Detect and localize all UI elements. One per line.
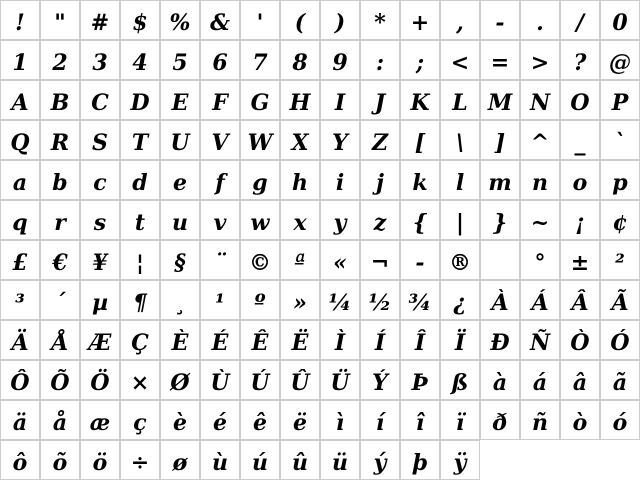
glyph-cell[interactable]: e (160, 160, 200, 200)
glyph-cell[interactable]: | (440, 200, 480, 240)
glyph-cell[interactable]: R (40, 120, 80, 160)
glyph-cell[interactable]: " (40, 0, 80, 40)
glyph-cell[interactable]: { (400, 200, 440, 240)
glyph-cell[interactable]: ß (440, 360, 480, 400)
glyph-cell[interactable]: G (240, 80, 280, 120)
glyph-cell[interactable]: ë (280, 400, 320, 440)
glyph-cell[interactable]: £ (0, 240, 40, 280)
glyph-cell[interactable]: 2 (40, 40, 80, 80)
glyph-cell[interactable]: Ø (160, 360, 200, 400)
glyph-cell[interactable]: k (400, 160, 440, 200)
glyph-cell[interactable]: o (560, 160, 600, 200)
glyph-cell[interactable]: þ (400, 440, 440, 480)
glyph-cell[interactable]: h (280, 160, 320, 200)
glyph-cell[interactable]: : (360, 40, 400, 80)
glyph-cell[interactable]: 9 (320, 40, 360, 80)
glyph-cell[interactable]: ¡ (560, 200, 600, 240)
glyph-cell[interactable]: 0 (600, 0, 640, 40)
glyph-cell[interactable]: ÷ (120, 440, 160, 480)
glyph-cell[interactable]: O (560, 80, 600, 120)
glyph-cell[interactable]: º (240, 280, 280, 320)
glyph-cell[interactable]: ç (120, 400, 160, 440)
glyph-cell[interactable]: V (200, 120, 240, 160)
glyph-cell[interactable]: ¨ (200, 240, 240, 280)
glyph-cell[interactable]: % (160, 0, 200, 40)
glyph-cell[interactable]: [ (400, 120, 440, 160)
glyph-cell[interactable]: M (480, 80, 520, 120)
glyph-cell[interactable]: ¶ (120, 280, 160, 320)
glyph-cell[interactable]: æ (80, 400, 120, 440)
glyph-cell[interactable]: Ç (120, 320, 160, 360)
glyph-cell[interactable]: < (440, 40, 480, 80)
glyph-cell[interactable]: » (280, 280, 320, 320)
glyph-cell[interactable]: Ì (320, 320, 360, 360)
glyph-cell[interactable]: 3 (80, 40, 120, 80)
glyph-cell[interactable]: Ê (240, 320, 280, 360)
glyph-cell[interactable]: Â (560, 280, 600, 320)
glyph-cell[interactable]: ù (200, 440, 240, 480)
glyph-cell[interactable]: Ë (280, 320, 320, 360)
glyph-cell[interactable]: ª (280, 240, 320, 280)
glyph-cell[interactable]: ÿ (440, 440, 480, 480)
glyph-cell[interactable]: ¿ (440, 280, 480, 320)
glyph-cell[interactable]: ] (480, 120, 520, 160)
glyph-cell[interactable]: ð (480, 400, 520, 440)
glyph-cell[interactable]: ! (0, 0, 40, 40)
glyph-cell[interactable]: Î (400, 320, 440, 360)
glyph-cell[interactable]: Y (320, 120, 360, 160)
glyph-cell[interactable]: É (200, 320, 240, 360)
glyph-cell[interactable]: p (600, 160, 640, 200)
glyph-cell[interactable]: . (520, 0, 560, 40)
glyph-cell[interactable]: õ (40, 440, 80, 480)
glyph-cell[interactable]: Ö (80, 360, 120, 400)
glyph-cell[interactable]: Þ (400, 360, 440, 400)
glyph-cell[interactable]: ò (560, 400, 600, 440)
glyph-cell[interactable]: J (360, 80, 400, 120)
glyph-cell[interactable]: Ñ (520, 320, 560, 360)
glyph-cell[interactable]: × (120, 360, 160, 400)
empty-slot (480, 440, 520, 480)
glyph-cell[interactable]: H (280, 80, 320, 120)
glyph-cell[interactable]: w (240, 200, 280, 240)
glyph-cell[interactable]: © (240, 240, 280, 280)
glyph-cell[interactable]: È (160, 320, 200, 360)
glyph-cell[interactable]: * (360, 0, 400, 40)
glyph-cell[interactable]: # (80, 0, 120, 40)
glyph-cell[interactable]: ü (320, 440, 360, 480)
glyph-cell[interactable]: l (440, 160, 480, 200)
glyph-cell[interactable]: á (520, 360, 560, 400)
glyph-cell[interactable]: Ú (240, 360, 280, 400)
glyph-cell[interactable]: i (320, 160, 360, 200)
glyph-cell[interactable]: = (480, 40, 520, 80)
glyph-cell[interactable]: ¬ (360, 240, 400, 280)
glyph-cell[interactable]: Æ (80, 320, 120, 360)
glyph-cell[interactable]: µ (80, 280, 120, 320)
glyph-cell[interactable]: s (80, 200, 120, 240)
glyph-cell[interactable]: Ù (200, 360, 240, 400)
glyph-cell[interactable]: ) (320, 0, 360, 40)
glyph-cell[interactable]: S (80, 120, 120, 160)
glyph-cell[interactable]: Ï (440, 320, 480, 360)
glyph-cell[interactable]: € (40, 240, 80, 280)
glyph-cell[interactable]: ^ (520, 120, 560, 160)
glyph-cell[interactable]: t (120, 200, 160, 240)
glyph-cell[interactable]: + (400, 0, 440, 40)
glyph-cell[interactable]: K (400, 80, 440, 120)
glyph-cell[interactable]: ® (440, 240, 480, 280)
glyph-cell[interactable]: } (480, 200, 520, 240)
glyph-cell[interactable]: T (120, 120, 160, 160)
glyph-cell[interactable]: ½ (360, 280, 400, 320)
glyph-cell[interactable]: W (240, 120, 280, 160)
glyph-cell[interactable]: d (120, 160, 160, 200)
glyph-cell[interactable]: 4 (120, 40, 160, 80)
empty-slot (600, 440, 640, 480)
glyph-cell[interactable]: À (480, 280, 520, 320)
glyph-cell[interactable]: í (360, 400, 400, 440)
glyph-cell[interactable]: å (40, 400, 80, 440)
glyph-cell[interactable]: é (200, 400, 240, 440)
glyph-cell[interactable]: Ò (560, 320, 600, 360)
glyph-cell[interactable]: ( (280, 0, 320, 40)
glyph-cell[interactable]: Ã (600, 280, 640, 320)
glyph-cell[interactable]: Å (40, 320, 80, 360)
glyph-cell[interactable]: Õ (40, 360, 80, 400)
glyph-cell[interactable]: ã (600, 360, 640, 400)
glyph-cell[interactable]: n (520, 160, 560, 200)
glyph-cell[interactable]: z (360, 200, 400, 240)
glyph-cell[interactable]: , (440, 0, 480, 40)
glyph-cell[interactable]: B (40, 80, 80, 120)
glyph-cell[interactable]: Ý (360, 360, 400, 400)
glyph-cell[interactable]: a (0, 160, 40, 200)
glyph-cell[interactable]: N (520, 80, 560, 120)
glyph-cell[interactable]: 7 (240, 40, 280, 80)
glyph-cell[interactable]: Û (280, 360, 320, 400)
glyph-cell[interactable]: L (440, 80, 480, 120)
glyph-cell[interactable]: C (80, 80, 120, 120)
glyph-cell[interactable]: ¾ (400, 280, 440, 320)
glyph-cell[interactable]: x (280, 200, 320, 240)
glyph-cell[interactable]: ø (160, 440, 200, 480)
glyph-cell[interactable]: ä (0, 400, 40, 440)
glyph-cell[interactable]: $ (120, 0, 160, 40)
empty-slot (520, 440, 560, 480)
glyph-cell[interactable]: ° (520, 240, 560, 280)
glyph-cell[interactable]: \ (440, 120, 480, 160)
glyph-cell[interactable]: â (560, 360, 600, 400)
glyph-cell[interactable]: q (0, 200, 40, 240)
glyph-cell[interactable]: 8 (280, 40, 320, 80)
glyph-cell[interactable]: ê (240, 400, 280, 440)
glyph-cell[interactable]: c (80, 160, 120, 200)
glyph-cell[interactable]: Ü (320, 360, 360, 400)
glyph-cell[interactable]: A (0, 80, 40, 120)
glyph-cell[interactable]: u (160, 200, 200, 240)
glyph-cell[interactable]: F (200, 80, 240, 120)
glyph-cell[interactable]: D (120, 80, 160, 120)
glyph-cell[interactable]: î (400, 400, 440, 440)
glyph-cell[interactable]: ¼ (320, 280, 360, 320)
glyph-cell[interactable]: Á (520, 280, 560, 320)
glyph-cell[interactable]: ý (360, 440, 400, 480)
glyph-cell[interactable]: Ä (0, 320, 40, 360)
glyph-cell[interactable]: 1 (0, 40, 40, 80)
glyph-cell[interactable]: X (280, 120, 320, 160)
glyph-cell[interactable]: à (480, 360, 520, 400)
glyph-cell[interactable]: / (560, 0, 600, 40)
glyph-cell[interactable]: ¸ (160, 280, 200, 320)
glyph-cell[interactable]: ì (320, 400, 360, 440)
glyph-cell[interactable]: U (160, 120, 200, 160)
glyph-cell[interactable]: ú (240, 440, 280, 480)
glyph-cell[interactable]: v (200, 200, 240, 240)
glyph-cell[interactable]: ± (560, 240, 600, 280)
glyph-cell[interactable]: E (160, 80, 200, 120)
glyph-cell[interactable]: Ô (0, 360, 40, 400)
glyph-cell[interactable]: j (360, 160, 400, 200)
glyph-cell[interactable]: P (600, 80, 640, 120)
glyph-cell[interactable]: r (40, 200, 80, 240)
glyph-cell[interactable]: ñ (520, 400, 560, 440)
glyph-cell[interactable]: ~ (520, 200, 560, 240)
glyph-cell[interactable]: b (40, 160, 80, 200)
glyph-cell[interactable]: ï (440, 400, 480, 440)
glyph-cell[interactable]: - (480, 0, 520, 40)
glyph-cell[interactable]: ¥ (80, 240, 120, 280)
glyph-cell[interactable]: ´ (40, 280, 80, 320)
glyph-cell[interactable]: ² (600, 240, 640, 280)
glyph-cell[interactable]: ' (240, 0, 280, 40)
glyph-cell[interactable]: y (320, 200, 360, 240)
glyph-cell[interactable]: « (320, 240, 360, 280)
glyph-cell[interactable]: - (400, 240, 440, 280)
glyph-cell[interactable]: g (240, 160, 280, 200)
glyph-cell[interactable]: è (160, 400, 200, 440)
glyph-cell[interactable]: ¹ (200, 280, 240, 320)
glyph-cell[interactable]: ¦ (120, 240, 160, 280)
glyph-cell[interactable]: Z (360, 120, 400, 160)
glyph-cell[interactable] (480, 240, 520, 280)
glyph-cell[interactable]: 5 (160, 40, 200, 80)
glyph-cell[interactable]: û (280, 440, 320, 480)
glyph-cell[interactable]: f (200, 160, 240, 200)
glyph-cell[interactable]: I (320, 80, 360, 120)
glyph-cell[interactable]: ô (0, 440, 40, 480)
glyph-cell[interactable]: ö (80, 440, 120, 480)
glyph-cell[interactable]: ` (600, 120, 640, 160)
glyph-cell[interactable]: Ð (480, 320, 520, 360)
glyph-cell[interactable]: ? (560, 40, 600, 80)
glyph-cell[interactable]: ³ (0, 280, 40, 320)
glyph-cell[interactable]: m (480, 160, 520, 200)
glyph-cell[interactable]: _ (560, 120, 600, 160)
glyph-cell[interactable]: @ (600, 40, 640, 80)
glyph-cell[interactable]: & (200, 0, 240, 40)
glyph-cell[interactable]: > (520, 40, 560, 80)
glyph-cell[interactable]: ¢ (600, 200, 640, 240)
glyph-cell[interactable]: ó (600, 400, 640, 440)
glyph-cell[interactable]: Q (0, 120, 40, 160)
glyph-cell[interactable]: § (160, 240, 200, 280)
glyph-cell[interactable]: Í (360, 320, 400, 360)
glyph-cell[interactable]: ; (400, 40, 440, 80)
glyph-cell[interactable]: 6 (200, 40, 240, 80)
glyph-cell[interactable]: Ó (600, 320, 640, 360)
empty-slot (560, 440, 600, 480)
